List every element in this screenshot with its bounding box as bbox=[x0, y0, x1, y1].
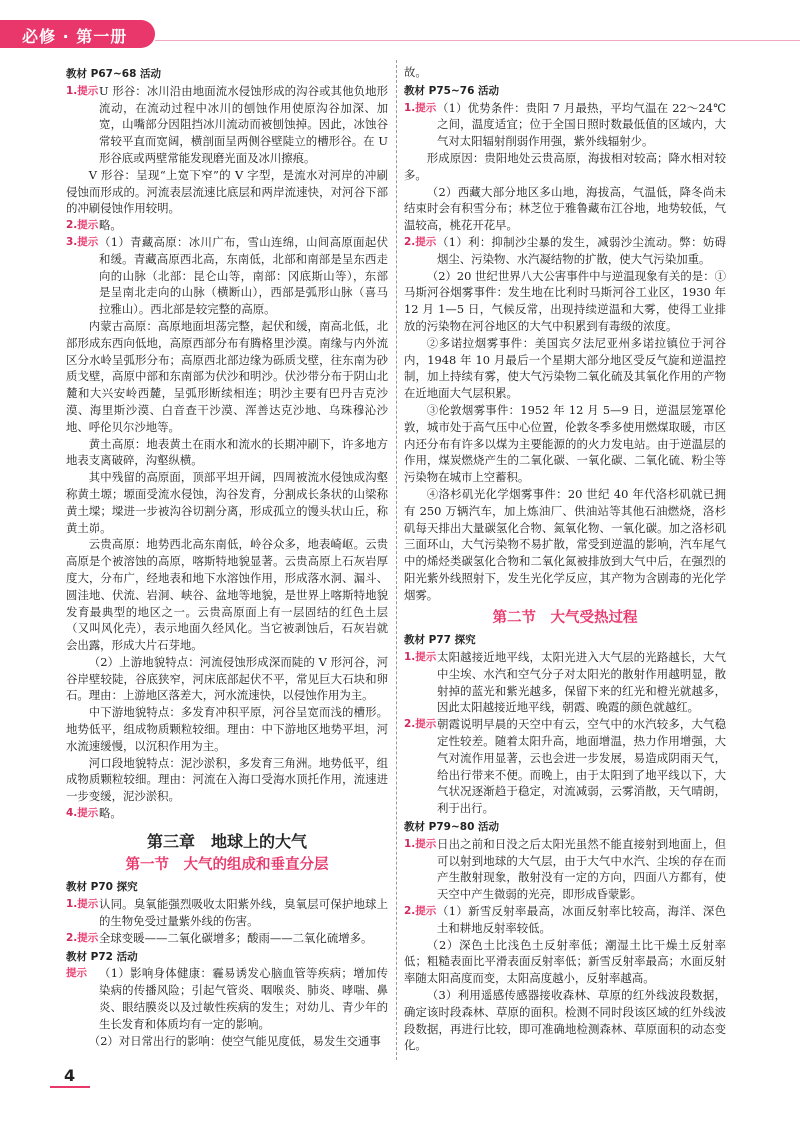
item-index: 2. bbox=[404, 718, 416, 731]
hint-label: 提示 bbox=[415, 235, 437, 248]
answer-paragraph: （2）西藏大部分地区多山地，海拔高，气温低，降冬尚未结束时会有积雪分布；林芝位于雅鲁藏布江谷地，地势较低，气温较高，桃花开花早。 bbox=[404, 184, 726, 233]
answer-text: （1）青藏高原：冰川广布，雪山连绵，山间高原面起伏和缓。青藏高原西北高，东南低，北部和南部是呈东西走向的山脉（北部：昆仑山等，南部：冈底斯山等），东部是呈南北走向的山脉（横断山），西部是弧形山脉（喜马拉雅山）。西北部是较完整的高原。 bbox=[99, 234, 388, 317]
answer-text: （1）优势条件：贵阳 7 月最热，平均气温在 22～24℃之间，温度适宜；位于全国日照时数最低值的区域内，大气对太阳辐射削弱作用强，紫外线辐射少。 bbox=[437, 100, 726, 149]
answer-item bbox=[404, 100, 726, 150]
item-index: 2. bbox=[66, 931, 78, 944]
hint-label: 提示 bbox=[415, 718, 437, 731]
hint-label: 提示 bbox=[77, 84, 99, 97]
answer-paragraph: ③伦敦烟雾事件：1952 年 12 月 5—9 日，逆温层笼罩伦敦，城市处于高气压中心位置，伦敦冬季多使用燃煤取暖，市区内还分布有许多以煤为主要能源的的火力发电站。由于逆温层的作用，煤炭燃烧产生的二氧化碳、一氧化碳、二氧化硫、粉尘等污染物在城市上空蓄积。 bbox=[404, 402, 726, 485]
page-number: 4 bbox=[64, 1066, 76, 1085]
hint-label: 提示 bbox=[415, 651, 437, 664]
answer-item bbox=[66, 965, 388, 1032]
left-column bbox=[66, 64, 388, 1049]
hint-label: 提示 bbox=[77, 931, 99, 944]
answer-item bbox=[404, 234, 726, 268]
column-divider bbox=[396, 60, 397, 1060]
hint-label: 提示 bbox=[77, 898, 99, 911]
section-title: 第二节 大气受热过程 bbox=[492, 609, 638, 626]
answer-paragraph: 形成原因：贵阳地处云贵高原，海拔相对较高；降水相对较多。 bbox=[404, 150, 726, 182]
answer-paragraph: ②多诺拉烟雾事件：美国宾夕法尼亚州多诺拉镇位于河谷内，1948 年 10 月最后一个星期大部分地区受反气旋和逆温控制，加上持续有雾，使大气污染物二氧化硫及其氧化作用的产物在近地面大气层积累。 bbox=[404, 335, 726, 401]
answer-paragraph: ④洛杉矶光化学烟雾事件：20 世纪 40 年代洛杉矶就已拥有 250 万辆汽车，加上炼油厂、供油站等其他石油燃烧，洛杉矶每天排出大量碳氢化合物、氮氧化物、一氧化碳。加之洛杉矶三面环山，大气污染物不易扩散，常受到逆温的影响，汽车尾气中的烯烃类碳氢化合物和二氧化氮被排放到大气中后，在强烈的阳光紫外线照射下，发生光化学反应，其产物为含剧毒的光化学烟雾。 bbox=[404, 486, 726, 602]
chapter-title: 第三章 地球上的大气 bbox=[146, 831, 307, 851]
answer-item bbox=[404, 836, 726, 903]
header-tab bbox=[0, 20, 155, 48]
hint-label: 提示 bbox=[66, 967, 87, 980]
source-reference: 教材 P75~76 活动 bbox=[404, 84, 500, 97]
answer-paragraph: （2）对日常出行的影响：使空气能见度低，易发生交通事 bbox=[88, 1033, 381, 1048]
answer-number bbox=[404, 836, 436, 853]
source-reference: 教材 P79~80 活动 bbox=[404, 821, 500, 834]
source-reference: 教材 P70 探究 bbox=[66, 881, 138, 894]
answer-item bbox=[66, 896, 388, 930]
header-divider bbox=[155, 40, 800, 41]
answer-number bbox=[404, 234, 436, 251]
hint-label: 提示 bbox=[415, 101, 437, 114]
answer-text: U 形谷：冰川沿由地面流水侵蚀形成的沟谷或其他负地形流动，在流动过程中冰川的刨蚀作用使原沟谷加深、加宽，山嘴部分因阻挡冰川流动而被刨蚀掉。因此，冰蚀谷常较平直而宽阔，横剖面呈两侧谷壁陡立的槽形谷。在 U 形谷底或两壁常能发现磨光面及冰川擦痕。 bbox=[99, 83, 388, 165]
answer-paragraph: V 形谷：呈现“上宽下窄”的 V 字型，是流水对河岸的冲刷侵蚀而形成的。河流表层流速比底层和两岸流速快，对河谷下部的冲刷侵蚀作用较明。 bbox=[66, 167, 388, 216]
answer-item bbox=[404, 716, 726, 817]
answer-number bbox=[404, 649, 436, 666]
item-index: 1. bbox=[66, 84, 78, 97]
answer-number bbox=[66, 234, 98, 251]
answer-number bbox=[66, 930, 98, 947]
answer-text: 全球变暖——二氧化碳增多；酸雨——二氧化硫增多。 bbox=[99, 930, 373, 945]
answer-text: （1）影响身体健康：霾易诱发心脑血管等疾病；增加传染病的传播风险；引起气管炎、咽喉炎、肺炎、哮喘、鼻炎、眼结膜炎以及过敏性疾病的发生；对幼儿、青少年的生长发育和体质均有一定的影响。 bbox=[99, 966, 388, 1031]
source-reference: 教材 P72 活动 bbox=[66, 950, 138, 963]
source-reference: 教材 P77 探究 bbox=[404, 634, 476, 647]
item-index: 2. bbox=[404, 235, 416, 248]
answer-text: 太阳越接近地平线，太阳光进入大气层的光路越长，大气中尘埃、水汽和空气分子对太阳光的散射作用越明显，散射掉的蓝光和紫光越多，保留下来的红光和橙光就越多，因此太阳越接近地平线，朝霞、晚霞的颜色就越红。 bbox=[437, 650, 726, 715]
item-index: 3. bbox=[66, 235, 78, 248]
answer-text: 略。 bbox=[99, 218, 122, 233]
page-number-bar bbox=[50, 1086, 90, 1088]
answer-paragraph: 黄土高原：地表黄土在雨水和流水的长期冲刷下，许多地方地表支离破碎，沟壑纵横。 bbox=[66, 436, 388, 468]
answer-number bbox=[66, 217, 98, 234]
answer-item bbox=[66, 234, 388, 318]
answer-number bbox=[66, 83, 98, 100]
item-index: 1. bbox=[404, 837, 416, 850]
answer-number bbox=[404, 100, 436, 117]
item-index: 1. bbox=[66, 898, 78, 911]
hint-label: 提示 bbox=[77, 807, 99, 820]
answer-item bbox=[404, 649, 726, 716]
answer-text: 认同。臭氧能强烈吸收太阳紫外线，臭氧层可保护地球上的生物免受过量紫外线的伤害。 bbox=[99, 897, 388, 929]
source-reference: 教材 P67~68 活动 bbox=[66, 68, 162, 80]
answer-paragraph: 河口段地貌特点：泥沙淤积，多发育三角洲。地势低平，组成物质颗粒较细。理由：河流在入海口受海水顶托作用，流速进一步变缓，泥沙淤积。 bbox=[66, 755, 388, 804]
answer-text: 日出之前和日没之后太阳光虽然不能直接射到地面上，但可以射到地球的大气层，由于大气中水汽、尘埃的存在而产生散射现象，散射没有一定的方向，四面八方都有，使天空中产生微弱的光亮，即形成昏蒙影。 bbox=[437, 836, 726, 902]
header-title: 必修 · 第一册 bbox=[22, 27, 128, 46]
item-index: 2. bbox=[404, 905, 416, 918]
answer-item bbox=[66, 930, 388, 947]
answer-paragraph: 云贵高原：地势西北高东南低，岭谷众多，地表崎岖。云贵高原是个被溶蚀的高原，喀斯特地貌显著。云贵高原上石灰岩厚度大，分布广，经地表和地下水溶蚀作用，形成落水洞、漏斗、圆洼地、伏流、岩洞、峡谷、盆地等地貌，是世界上喀斯特地貌发育最典型的地区之一。云贵高原面上有一层固结的红色土层（又叫风化壳），表示地面久经风化。当它被剥蚀后，石灰岩就会出露，形成大片石芽地。 bbox=[66, 537, 388, 653]
hint-label: 提示 bbox=[415, 837, 437, 850]
hint-label: 提示 bbox=[415, 905, 437, 918]
item-index: 1. bbox=[404, 101, 416, 114]
item-index: 4. bbox=[66, 807, 78, 820]
answer-item bbox=[66, 805, 388, 822]
answer-text: （1）新雪反射率最高，冰面反射率比较高，海洋、深色土和耕地反射率较低。 bbox=[437, 904, 726, 935]
answer-paragraph: （3）利用遥感传感器接收森林、草原的红外线波段数据，确定该时段森林、草原的面积。检测不同时段该区域的红外线波段数据，再进行比较，即可准确地检测森林、草原面积的动态变化。 bbox=[404, 988, 726, 1053]
answer-paragraph: 内蒙古高原：高原地面坦荡完整，起伏和缓，南高北低，北部形成东西向低地，高原西部分布有腾格里沙漠。南缘与内外流区分水岭呈弧形分布；高原西北部边缘为砾质戈壁，往东南为砂质戈壁，高原中部和东南部为伏沙和明沙。伏沙带分布于阴山北麓和大兴安岭西麓，呈弧形断续相连；明沙主要有巴丹吉克沙漠、海里斯沙漠、白音查干沙漠、浑善达克沙地、乌珠穆沁沙地、呼伦贝尔沙地等。 bbox=[66, 318, 388, 434]
header-band bbox=[0, 0, 800, 48]
answer-text: 朝霞说明早晨的天空中有云，空气中的水汽较多，大气稳定性较差。随着太阳升高，地面增温，热力作用增强，大气对流作用显著，云也会进一步发展，易造成阴雨天气，给出行带来不便。而晚上，由于太阳到了地平线以下，大气状况逐渐趋于稳定，对流减弱，云雾消散，天气晴朗，利于出行。 bbox=[437, 717, 726, 816]
answer-text: 略。 bbox=[99, 806, 122, 821]
answer-number bbox=[66, 965, 87, 982]
answer-paragraph: （2）20 世纪世界八大公害事件中与逆温现象有关的是：①马斯河谷烟雾事件：发生地在比利时马斯河谷工业区，1930 年 12 月 1—5 日，气候反常，出现持续逆温和大雾，使得工业排放的污染物在河谷地区的大气中积累到有毒级的浓度。 bbox=[404, 268, 726, 333]
answer-number bbox=[66, 805, 98, 822]
answer-paragraph: （2）上游地貌特点：河流侵蚀形成深而陡的 V 形河谷，河谷岸壁较陡，谷底狭窄，河床底部起伏不平，常见巨大石块和卵石。理由：上游地区落差大，河水流速快，以侵蚀作用为主。 bbox=[66, 654, 388, 703]
answer-paragraph: 中下游地貌特点：多发育冲积平原，河谷呈宽而浅的槽形。地势低平，组成物质颗粒较细。理由：中下游地区地势平坦，河水流速缓慢，以沉积作用为主。 bbox=[66, 705, 388, 753]
hint-label: 提示 bbox=[77, 219, 99, 232]
hint-label: 提示 bbox=[77, 235, 99, 248]
item-index: 1. bbox=[404, 651, 416, 664]
answer-item bbox=[66, 217, 388, 234]
answer-item bbox=[66, 83, 388, 167]
right-column bbox=[404, 64, 726, 1054]
section-title: 第一节 大气的组成和垂直分层 bbox=[125, 856, 329, 873]
answer-paragraph: （2）深色土比浅色土反射率低；潮湿土比干燥土反射率低；粗糙表面比平滑表面反射率低；新雪反射率最高；水面反射率随太阳高度而变，太阳高度越小，反射率越高。 bbox=[404, 937, 726, 986]
answer-paragraph: 其中残留的高原面，顶部平坦开阔，四周被流水侵蚀成沟壑称黄土塬；塬面受流水侵蚀，沟谷发育，分割成长条状的山梁称黄土墚；墚进一步被沟谷切割分离，形成孤立的馒头状山丘，称黄土峁。 bbox=[66, 470, 388, 535]
answer-text: （1）利：抑制沙尘暴的发生，减弱沙尘流动。弊：妨碍烟尘、污染物、水汽凝结物的扩散，使大气污染加重。 bbox=[437, 234, 726, 266]
answer-paragraph: 故。 bbox=[404, 65, 427, 79]
item-index: 2. bbox=[66, 219, 78, 232]
answer-item bbox=[404, 903, 726, 937]
answer-number bbox=[404, 716, 436, 733]
answer-number bbox=[404, 903, 436, 920]
answer-number bbox=[66, 896, 98, 913]
